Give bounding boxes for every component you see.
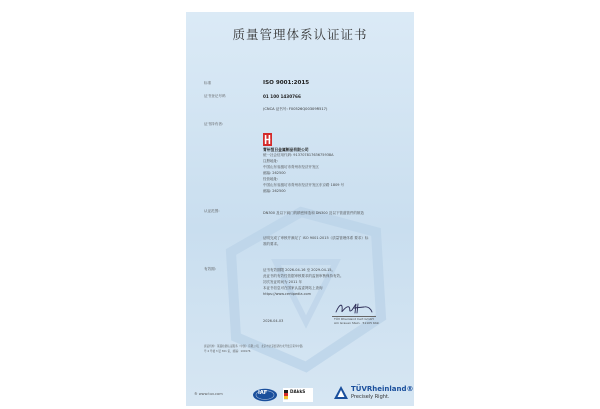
standard-value: ISO 9001:2015 bbox=[263, 80, 310, 86]
registration-label: 证书登记号码 bbox=[204, 94, 226, 98]
audit-statement-line-1: 证明完成了审核并满足了 ISO 9001:2015《质量管理体系 要求》标 bbox=[263, 236, 369, 240]
tuv-brand-text: TÜVRheinland® bbox=[351, 385, 414, 393]
credit-code: 统一社会信用代码: 91370781763675938A bbox=[263, 153, 334, 157]
validity-line-3: 初次发证时间为 2011 年 bbox=[263, 280, 303, 284]
scope-value: DN300 及以下阀门的精密铸造和 DN300 及以下管道管件的制造 bbox=[263, 211, 364, 215]
operating-address: 中国山东省潍坊市青州市经济开发区东京路 1809 号 bbox=[263, 183, 345, 187]
tuv-triangle-icon bbox=[333, 385, 349, 401]
holder-label: 证书持有者: bbox=[204, 122, 224, 126]
registered-address: 中国山东省潍坊市青州市经济开发区 bbox=[263, 165, 319, 169]
iaf-logo-icon bbox=[252, 387, 278, 401]
operating-address-label: 经营地址: bbox=[263, 177, 279, 181]
postcode-1: 邮编: 262500 bbox=[263, 171, 286, 175]
validity-line-2: 此证书的有效性依据审核要求的监督审核保持有效。 bbox=[263, 274, 344, 278]
issuer-name: TÜV Rheinland Cert GmbH bbox=[334, 317, 374, 321]
validity-line-4: 本证书信息可在国家认监委网站上查询 bbox=[263, 286, 323, 290]
scope-label: 认证范围: bbox=[204, 209, 220, 213]
issue-date: 2026-04-03 bbox=[263, 319, 284, 323]
tuv-brand-logo bbox=[333, 384, 414, 404]
company-logo-icon bbox=[263, 133, 272, 146]
cnca-number: (CNCA 证书号: F00526Q00309R517) bbox=[263, 107, 328, 111]
validity-label: 有效期: bbox=[204, 267, 216, 271]
audit-statement-line-2: 准的要求。 bbox=[263, 242, 281, 246]
footer-url: ® www.tuv.com bbox=[194, 392, 223, 396]
registered-address-label: 注册地址: bbox=[263, 159, 279, 163]
footer-line-2: 号 4 号楼 3 层 301 室，邮编：100176 bbox=[204, 350, 251, 353]
dakks-text: DAkkS bbox=[290, 389, 306, 394]
dakks-logo-icon bbox=[283, 387, 313, 401]
postcode-2: 邮编: 262500 bbox=[263, 189, 286, 193]
validity-line-1: 证书有效期限 2026-04-16 至 2029-04-15。 bbox=[263, 268, 336, 272]
registration-value: 01 100 1430766 bbox=[263, 94, 301, 99]
tuv-tagline: Precisely Right. bbox=[351, 394, 390, 400]
signature-icon bbox=[334, 301, 374, 315]
issuer-address: Am Grauen Stein · 51105 Köln bbox=[334, 321, 380, 325]
certificate-page bbox=[186, 12, 414, 406]
standard-label: 标准 bbox=[204, 81, 212, 85]
validity-line-5: https://www.certipedia.com bbox=[263, 292, 312, 296]
company-name: 青州恒日金属制品有限公司 bbox=[263, 147, 309, 152]
certificate-title: 质量管理体系认证证书 bbox=[232, 27, 368, 42]
footer-line-1: 颁证机构：莱茵检测认证服务（中国）有限公司，北京市北京经济技术开发区荣华中路 bbox=[204, 345, 303, 348]
iaf-text: IAF bbox=[258, 390, 268, 397]
